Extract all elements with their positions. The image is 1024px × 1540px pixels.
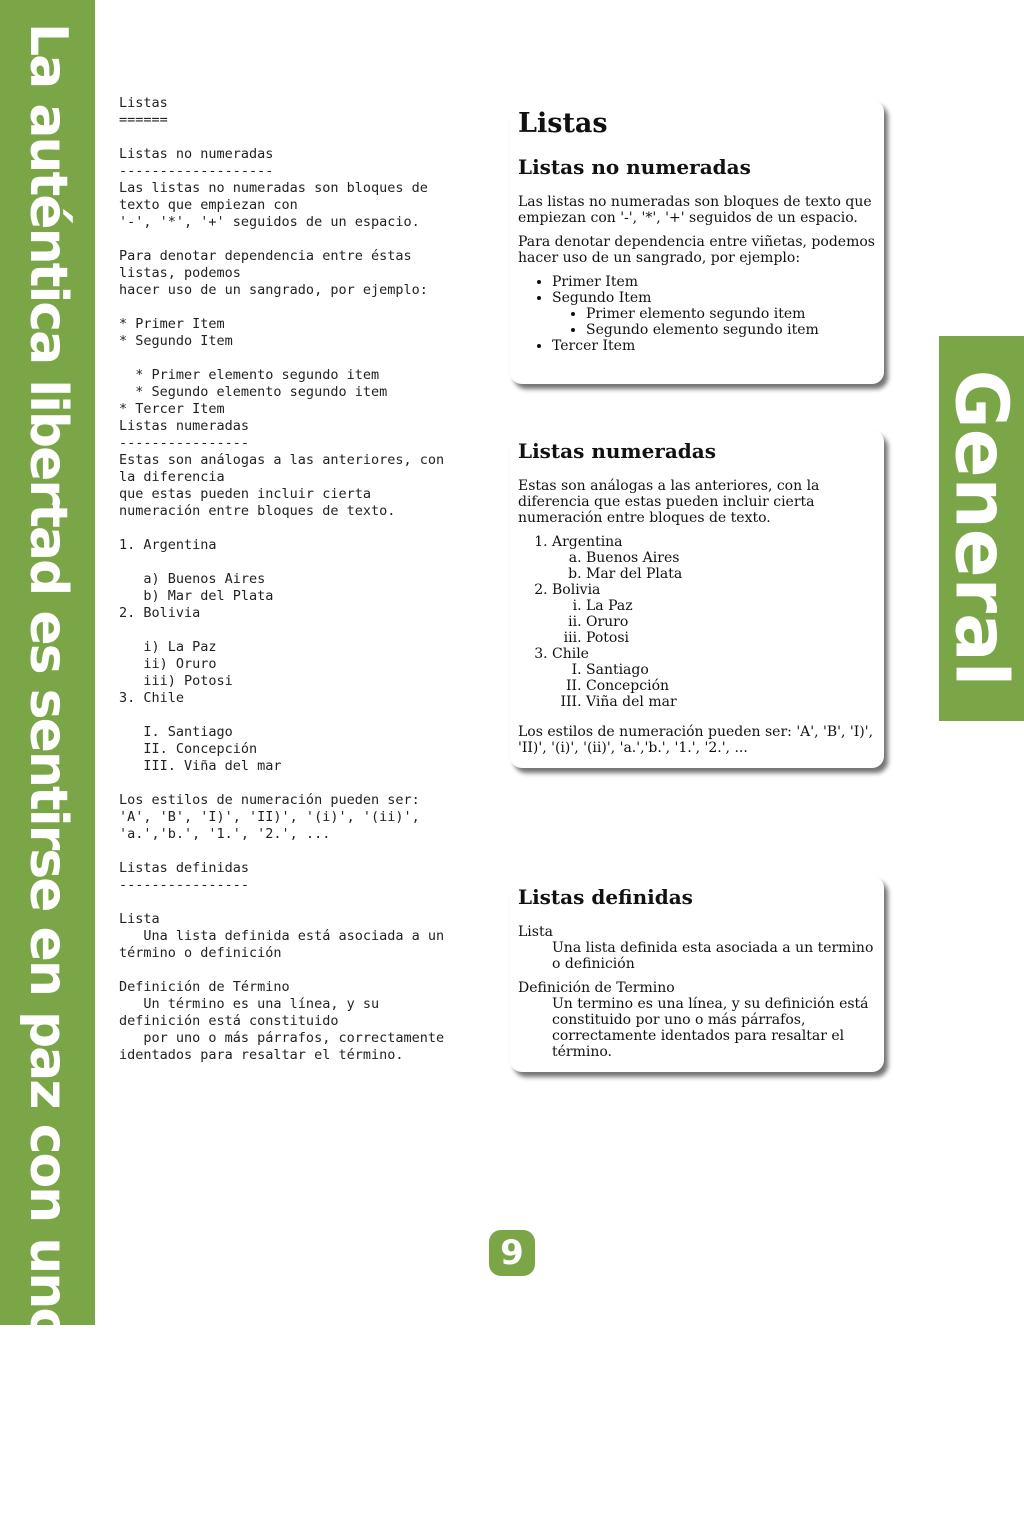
- paragraph: Los estilos de numeración pueden ser: 'A', 'B', 'I)', 'II)', '(i)', '(ii)', 'a.','b.', '1.', '2.', ...: [518, 724, 874, 756]
- list-item-label: Argentina: [552, 534, 623, 550]
- list-item: • Primer Item: [552, 274, 878, 290]
- section-tab: [939, 336, 1024, 721]
- list-item: iii. Potosi: [586, 630, 878, 646]
- section-tab-label: General: [939, 369, 1024, 687]
- list-item: • Primer elemento segundo item: [586, 306, 878, 322]
- nested-numbered-list: [552, 550, 878, 582]
- markup-source-text: Listas ====== Listas no numeradas ------------------- Las listas no numeradas son bloques de texto que empiezan con '-', '*', '+' seguidos de un espacio. Para denotar dependencia entre éstas listas, podemos hacer uso de un sangrado, por ejemplo: * Primer Item * Segundo Item * Primer elemento segundo item * Segundo elemento segundo item * Tercer Item Listas numeradas ---------------- Estas son análogas a las anteriores, con la diferencia que estas pueden incluir cierta numeración entre bloques de texto. 1. Argentina a) Buenos Aires b) Mar del Plata 2. Bolivia i) La Paz ii) Oruro iii) Potosi 3. Chile I. Santiago II. Concepción III. Viña del mar Los estilos de numeración pueden ser: 'A', 'B', 'I)', 'II)', '(i)', '(ii)', 'a.','b.', '1.', '2.', ... Listas definidas ---------------- Lista Una lista definida está asociada a un término o definición Definición de Término Un término es una línea, y su definición está constituido por uno o más párrafos, correctamente identados para resaltar el término.: [119, 95, 445, 1063]
- numbered-list: [518, 534, 878, 710]
- definition-term: Definición de Termino: [518, 980, 675, 996]
- list-item: III. Viña del mar: [586, 694, 878, 710]
- list-item-label: Segundo Item: [552, 290, 652, 306]
- nested-numbered-list: [552, 662, 878, 710]
- card-section-title: Listas numeradas: [518, 439, 717, 463]
- list-item: I. Santiago: [586, 662, 878, 678]
- list-item: [552, 290, 878, 338]
- list-item: • Tercer Item: [552, 338, 878, 354]
- nested-numbered-list: [552, 598, 878, 646]
- list-item: [552, 646, 878, 710]
- list-item-label: Chile: [552, 646, 589, 662]
- list-item: • Segundo elemento segundo item: [586, 322, 878, 338]
- list-item: II. Concepción: [586, 678, 878, 694]
- list-item: a. Buenos Aires: [586, 550, 878, 566]
- left-sidebar: [0, 0, 95, 1540]
- nested-bullet-list: [552, 306, 878, 338]
- list-item: [552, 582, 878, 646]
- paragraph: Estas son análogas a las anteriores, con la diferencia que estas pueden incluir cierta numeración entre bloques de texto.: [518, 478, 820, 526]
- list-item: b. Mar del Plata: [586, 566, 878, 582]
- card-section-title: Listas no numeradas: [518, 155, 751, 179]
- card-section-title: Listas definidas: [518, 885, 693, 909]
- list-item-label: Bolivia: [552, 582, 601, 598]
- definition-description: Un termino es una línea, y su definición está constituido por uno o más párrafos, correctamente identados para resaltar el término.: [552, 996, 869, 1060]
- list-item: ii. Oruro: [586, 614, 878, 630]
- card-main-title: Listas: [518, 108, 608, 139]
- page-number-badge: 9: [489, 1230, 535, 1276]
- list-item: [552, 534, 878, 582]
- sidebar-title: La auténtica libertad es sentirse en paz con uno mismo: [18, 23, 78, 1540]
- definition-term: Lista: [518, 924, 553, 940]
- paragraph: Las listas no numeradas son bloques de texto que empiezan con '-', '*', '+' seguidos de un espacio.: [518, 194, 872, 226]
- definition-list: [518, 924, 878, 1060]
- bullet-list: [518, 274, 878, 354]
- card-definition-lists: [510, 876, 884, 1072]
- list-item: i. La Paz: [586, 598, 878, 614]
- card-unordered-lists: [510, 100, 884, 384]
- card-numbered-lists: [510, 430, 884, 768]
- paragraph: Para denotar dependencia entre viñetas, podemos hacer uso de un sangrado, por ejemplo:: [518, 234, 875, 266]
- definition-description: Una lista definida esta asociada a un termino o definición: [552, 940, 874, 972]
